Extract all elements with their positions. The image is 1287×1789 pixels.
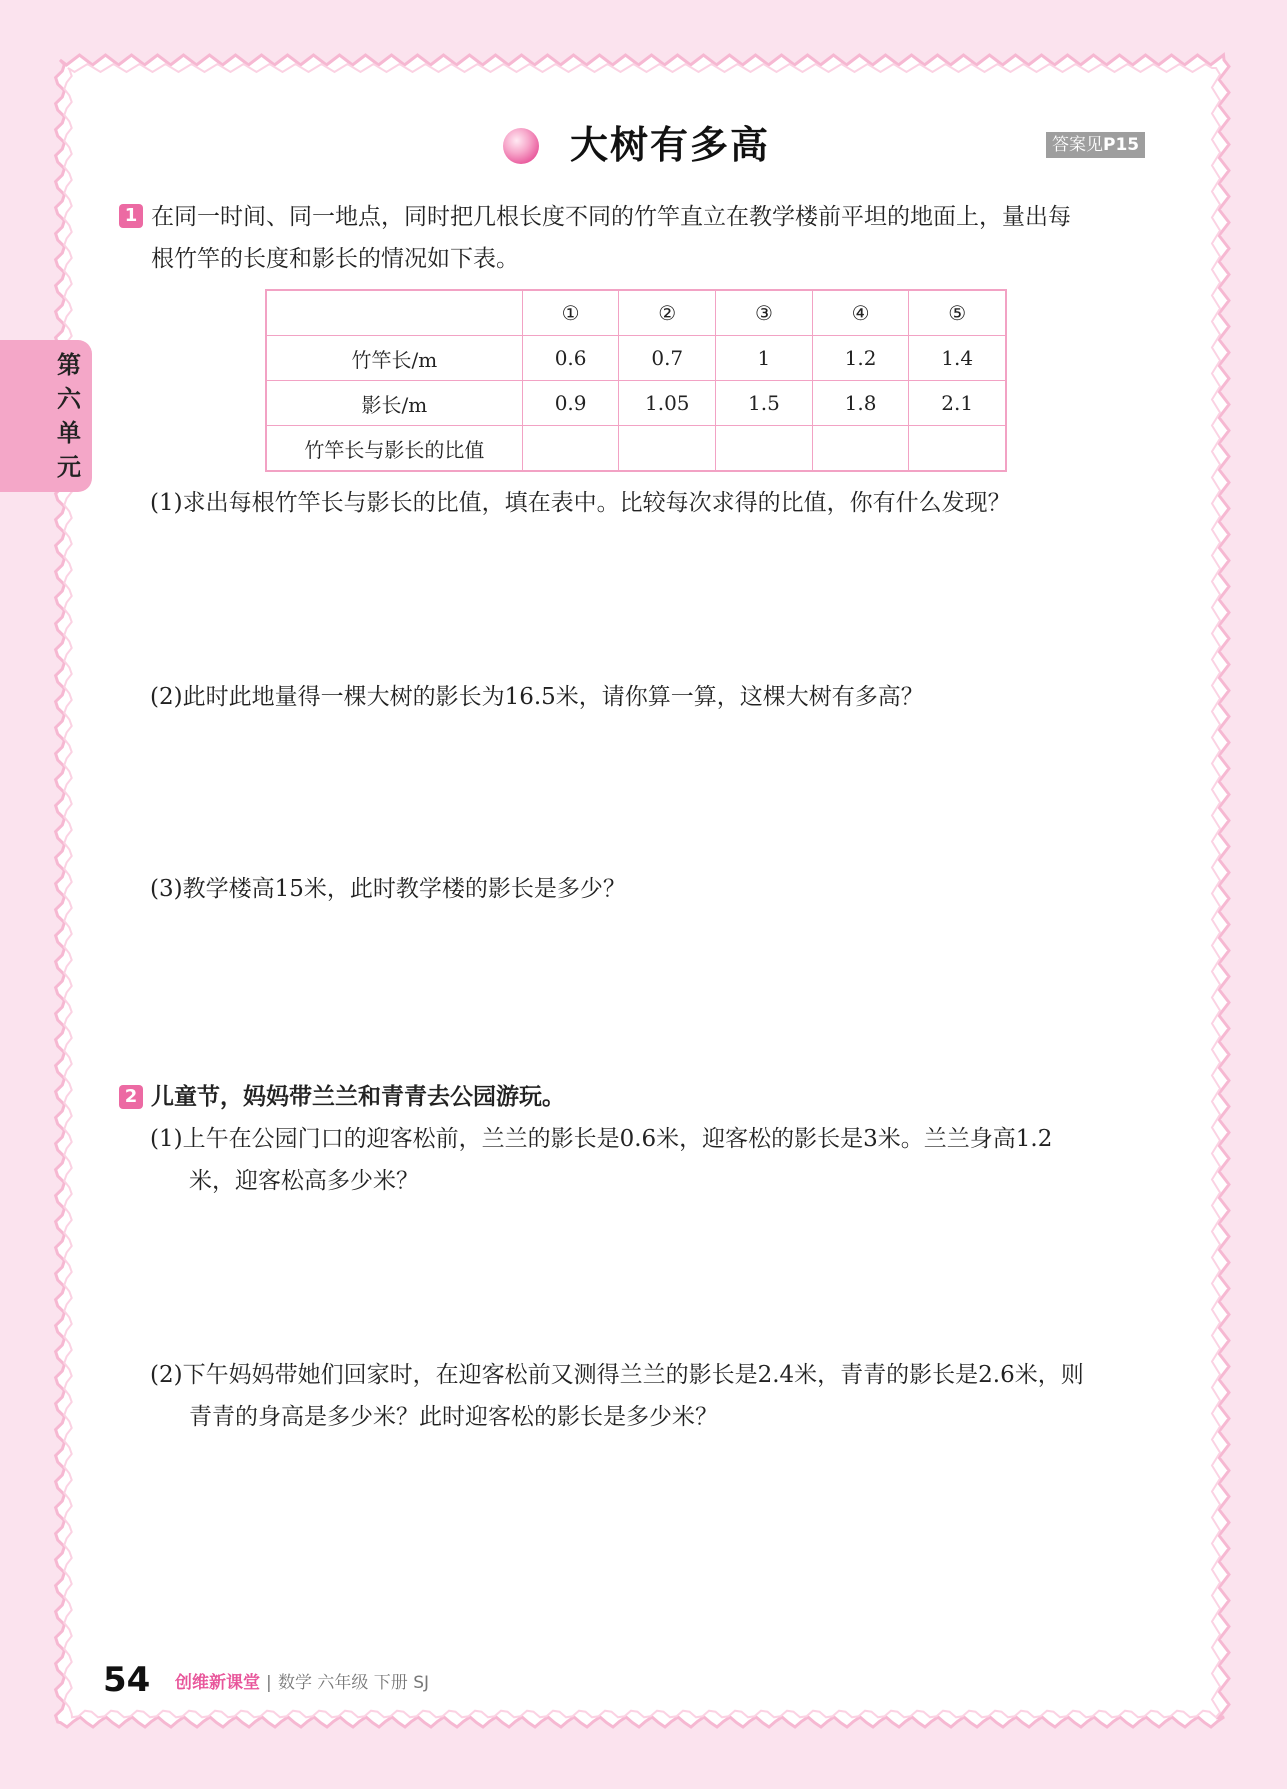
- footer-brand: 创维新课堂: [175, 1673, 260, 1693]
- answer-blank-cell[interactable]: [522, 426, 619, 472]
- table-header-cell: [266, 290, 522, 336]
- title-bullet-icon: [503, 128, 539, 164]
- question-1-intro-line-2: 根竹竿的长度和影长的情况如下表。: [151, 246, 519, 272]
- table-header-cell: ③: [716, 290, 813, 336]
- table-cell: 1.05: [619, 381, 716, 426]
- answer-ref-prefix: 答案见: [1052, 135, 1103, 155]
- table-cell: 2.1: [909, 381, 1006, 426]
- table-row: [266, 381, 1006, 426]
- row-label-ratio: 竹竿长与影长的比值: [266, 426, 522, 472]
- row-label-bamboo-length: 竹竿长/m: [266, 336, 522, 381]
- table-cell: 1.4: [909, 336, 1006, 381]
- table-cell: 1.2: [812, 336, 909, 381]
- table-cell: 1: [716, 336, 813, 381]
- answer-reference-badge: [1046, 132, 1145, 158]
- question-2-sub-1-line-1: (1)上午在公园门口的迎客松前，兰兰的影长是0.6米，迎客松的影长是3米。兰兰身高1.2: [150, 1126, 1053, 1152]
- bamboo-shadow-table: [265, 289, 1007, 472]
- table-header-cell: ⑤: [909, 290, 1006, 336]
- unit-tab-label: 第六单元: [57, 351, 81, 481]
- question-2-sub-1-line-2: 米，迎客松高多少米？: [189, 1168, 419, 1194]
- footer-book-info: 数学 六年级 下册 SJ: [278, 1673, 430, 1693]
- table-header-cell: ④: [812, 290, 909, 336]
- answer-ref-page: P15: [1103, 135, 1140, 155]
- unit-side-tab: [0, 340, 92, 492]
- answer-blank-cell[interactable]: [909, 426, 1006, 472]
- page-number: 54: [103, 1660, 151, 1700]
- title-row: [0, 120, 1287, 170]
- table-header-cell: ①: [522, 290, 619, 336]
- answer-blank-cell[interactable]: [716, 426, 813, 472]
- table-header-cell: ②: [619, 290, 716, 336]
- table-cell: 0.6: [522, 336, 619, 381]
- table-cell: 1.8: [812, 381, 909, 426]
- table-cell: 0.7: [619, 336, 716, 381]
- table-row: [266, 426, 1006, 472]
- answer-blank-cell[interactable]: [619, 426, 716, 472]
- question-1-intro-line-1: 在同一时间、同一地点，同时把几根长度不同的竹竿直立在教学楼前平坦的地面上，量出每: [151, 204, 1071, 230]
- question-1-number-badge: 1: [119, 204, 143, 228]
- question-2-sub-2-line-2: 青青的身高是多少米？此时迎客松的影长是多少米？: [189, 1404, 718, 1430]
- question-1-sub-2: (2)此时此地量得一棵大树的影长为16.5米，请你算一算，这棵大树有多高？: [150, 684, 924, 710]
- table-header-row: [266, 290, 1006, 336]
- question-1-sub-3: (3)教学楼高15米，此时教学楼的影长是多少？: [150, 876, 626, 902]
- table-row: [266, 336, 1006, 381]
- question-2-sub-2-line-1: (2)下午妈妈带她们回家时，在迎客松前又测得兰兰的影长是2.4米，青青的影长是2.6米，则: [150, 1362, 1084, 1388]
- question-2-number-badge: 2: [119, 1085, 143, 1109]
- question-1-sub-1: (1)求出每根竹竿长与影长的比值，填在表中。比较每次求得的比值，你有什么发现？: [150, 490, 1011, 516]
- footer-separator: |: [266, 1673, 272, 1693]
- page-title: 大树有多高: [570, 123, 771, 167]
- table-cell: 1.5: [716, 381, 813, 426]
- question-2-intro: 儿童节，妈妈带兰兰和青青去公园游玩。: [151, 1084, 565, 1110]
- table-cell: 0.9: [522, 381, 619, 426]
- answer-blank-cell[interactable]: [812, 426, 909, 472]
- row-label-shadow-length: 影长/m: [266, 381, 522, 426]
